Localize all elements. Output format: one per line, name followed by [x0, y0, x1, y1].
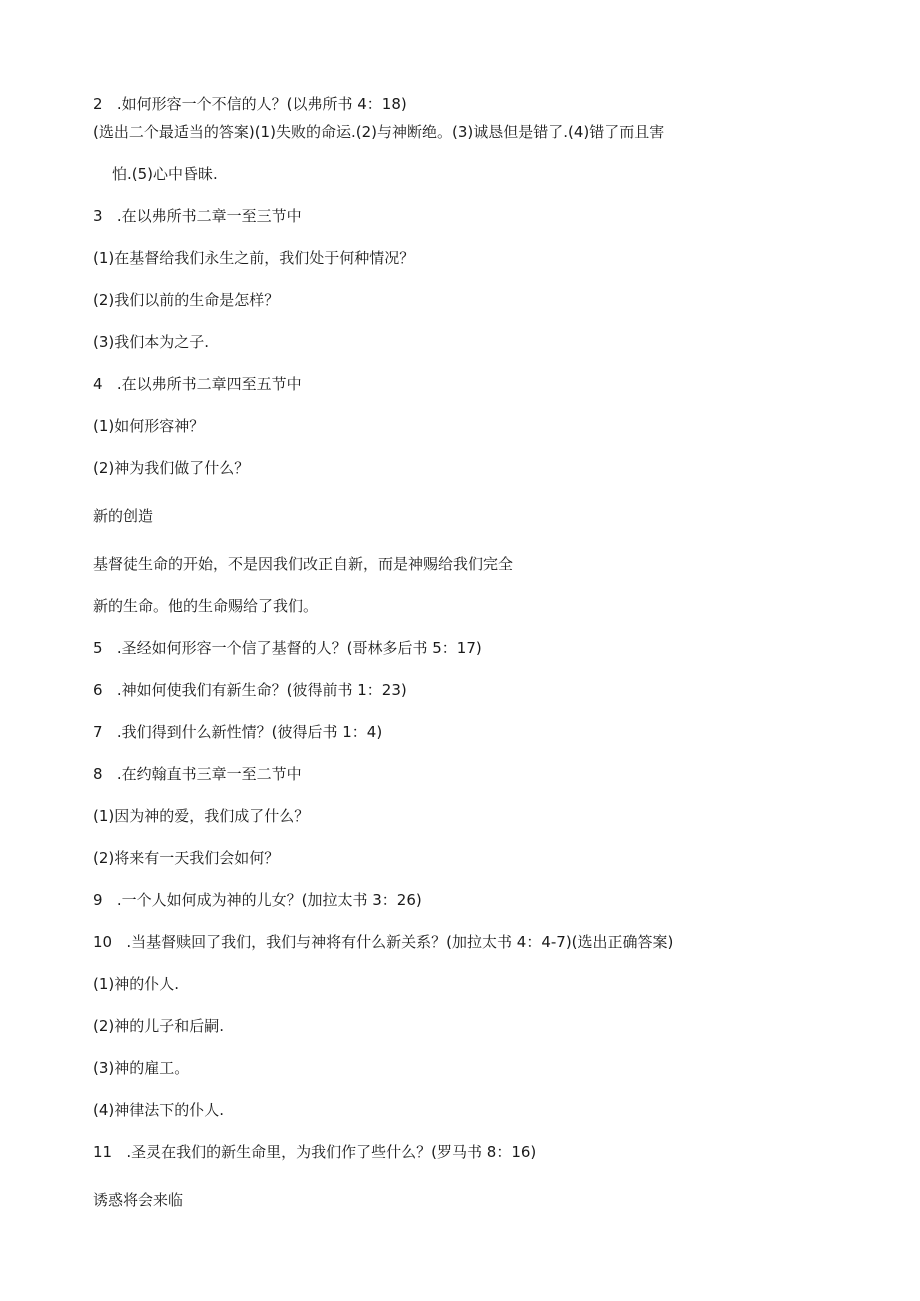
question-7: 7 .我们得到什么新性情？(彼得后书 1：4) [93, 723, 383, 741]
question-2-options-cont: 怕.(5)心中昏昧. [112, 165, 218, 183]
question-10-option-2: (2)神的儿子和后嗣. [93, 1017, 225, 1035]
question-10-option-4: (4)神律法下的仆人. [93, 1101, 225, 1119]
question-3-sub-3: (3)我们本为之子. [93, 333, 210, 351]
question-8-sub-1: (1)因为神的爱，我们成了什么？ [93, 807, 310, 825]
question-11: 11 .圣灵在我们的新生命里，为我们作了些什么？(罗马书 8：16) [93, 1143, 537, 1161]
paragraph-line-2: 新的生命。他的生命赐给了我们。 [93, 597, 319, 615]
question-10-option-1: (1)神的仆人. [93, 975, 180, 993]
question-5: 5 .圣经如何形容一个信了基督的人？(哥林多后书 5：17) [93, 639, 482, 657]
question-8-sub-2: (2)将来有一天我们会如何？ [93, 849, 280, 867]
question-4: 4 .在以弗所书二章四至五节中 [93, 375, 302, 393]
question-2-options: (选出二个最适当的答案)(1)失败的命运.(2)与神断绝。(3)诚恳但是错了.(4)错了而且害 [93, 123, 665, 141]
question-2: 2 .如何形容一个不信的人？(以弗所书 4：18) [93, 95, 407, 113]
question-10: 10 .当基督赎回了我们，我们与神将有什么新关系？(加拉太书 4：4-7)(选出正确答案) [93, 933, 674, 951]
question-10-option-3: (3)神的雇工。 [93, 1059, 190, 1077]
question-8: 8 .在约翰直书三章一至二节中 [93, 765, 302, 783]
question-4-sub-2: (2)神为我们做了什么？ [93, 459, 250, 477]
question-3-sub-1: (1)在基督给我们永生之前，我们处于何种情况？ [93, 249, 415, 267]
question-3-sub-2: (2)我们以前的生命是怎样？ [93, 291, 280, 309]
question-4-sub-1: (1)如何形容神？ [93, 417, 205, 435]
paragraph-line-1: 基督徒生命的开始，不是因我们改正自新，而是神赐给我们完全 [93, 555, 514, 573]
question-9: 9 .一个人如何成为神的儿女？(加拉太书 3：26) [93, 891, 422, 909]
question-3: 3 .在以弗所书二章一至三节中 [93, 207, 302, 225]
section-heading-new-creation: 新的创造 [93, 507, 154, 525]
question-6: 6 .神如何使我们有新生命？(彼得前书 1：23) [93, 681, 407, 699]
section-heading-temptation: 诱惑将会来临 [93, 1191, 184, 1209]
